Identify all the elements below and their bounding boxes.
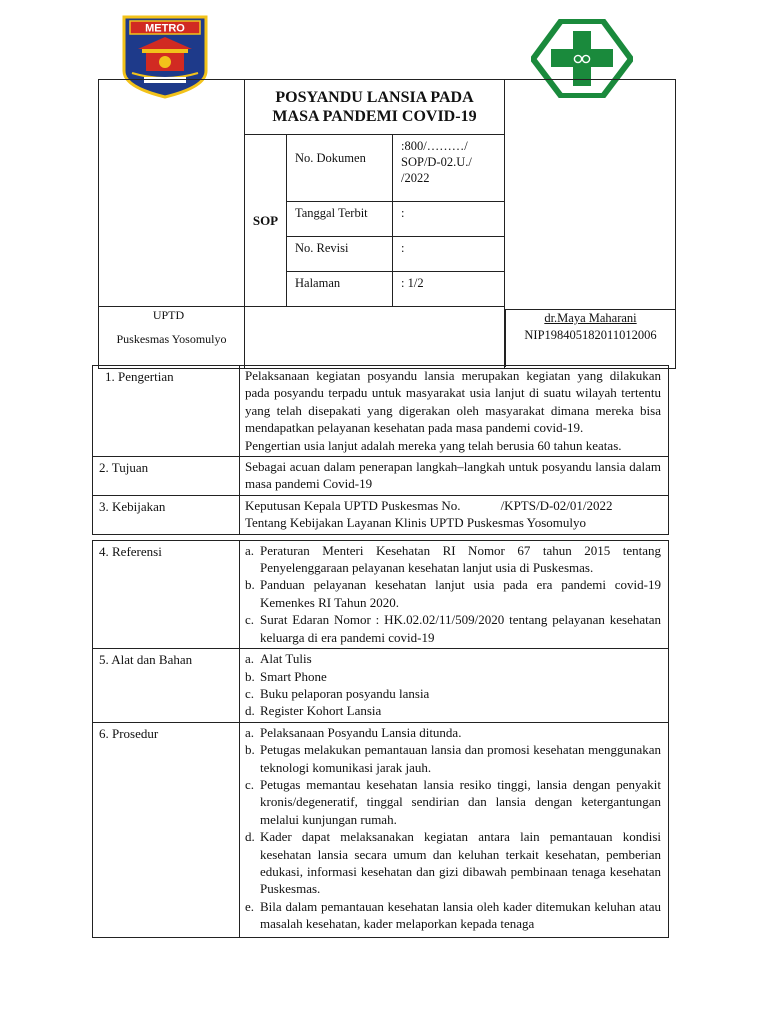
- no-revisi-value: :: [393, 237, 505, 272]
- row-tujuan: [93, 457, 669, 496]
- list-item: b. Panduan pelayanan kesehatan lanjut usia pada era pandemi covid-19 Kemenkes RI Tahun 2020.: [245, 577, 661, 610]
- list-item: a. Alat Tulis: [245, 651, 312, 667]
- row-alat-bahan: [93, 649, 669, 723]
- list-item: b. Petugas melakukan pemantauan lansia dan promosi kesehatan menggunakan teknologi komunikasi jarak jauh.: [245, 742, 661, 775]
- section-content: [240, 366, 669, 457]
- list-item: c. Buku pelaporan posyandu lansia: [245, 685, 430, 701]
- document-title: POSYANDU LANSIA PADA MASA PANDEMI COVID-19: [245, 80, 505, 135]
- tanggal-terbit-value: :: [393, 202, 505, 237]
- sop-body-table: [92, 365, 669, 938]
- signer-nip: NIP198405182011012006: [524, 328, 657, 342]
- no-revisi-label: No. Revisi: [287, 237, 393, 272]
- list-item: e. Bila dalam pemantauan kesehatan lansia oleh kader ditemukan keluhan atau masalah kesehatan, kader melaporkan kepada tenaga: [245, 898, 661, 932]
- no-dokumen-value: :800/………/ SOP/D-02.U./ /2022: [393, 135, 505, 202]
- section-content: [240, 495, 669, 534]
- list-item: d. Kader dapat melaksanakan kegiatan antara lain pemantauan kondisi kesehatan lansia secara umum dan keluhan terkait kesehatan, pemberian edukasi, informasi kesehatan dan gizi dibawah pembinaan tenaga kesehatan Puskesmas.: [245, 829, 661, 897]
- list-item: b. Smart Phone: [245, 668, 327, 684]
- list-item: a. Peraturan Menteri Kesehatan RI Nomor 67 tahun 2015 tentang Penyelenggaraan pelayanan kesehatan lanjut usia di Puskesmas.: [245, 542, 661, 576]
- halaman-label: Halaman: [287, 272, 393, 307]
- section-label: 6. Prosedur: [93, 722, 240, 937]
- row-referensi: [93, 540, 669, 648]
- org-uptd: UPTD: [152, 308, 185, 322]
- list-item: d. Register Kohort Lansia: [245, 703, 382, 719]
- pengertian-paragraph: Pelaksanaan kegiatan posyandu lansia merupakan kegiatan yang dilakukan pada posyandu terpadu untuk masyarakat usia lanjut di suatu wilayah tertentu yang telah disepakati yang digerakan oleh masyarakat dimana mereka bisa mendapatkan pelayanan kesehatan pada masa pandemi covid-19.: [245, 368, 661, 436]
- section-content: [240, 722, 669, 937]
- section-label: 5. Alat dan Bahan: [93, 649, 240, 723]
- list-item: c. Surat Edaran Nomor : HK.02.02/11/509/2020 tentang pelayanan kesehatan keluarga di era pandemi covid-19: [245, 612, 661, 645]
- section-content: [240, 649, 669, 723]
- prosedur-list: [245, 724, 661, 933]
- list-item: a. Pelaksanaan Posyandu Lansia ditunda.: [245, 724, 462, 740]
- referensi-list: [245, 542, 661, 646]
- org-puskesmas: Puskesmas Yosomulyo: [116, 332, 227, 346]
- metro-crest-text: METRO: [145, 22, 185, 35]
- row-pengertian: [93, 366, 669, 457]
- row-kebijakan: [93, 495, 669, 534]
- pengertian-paragraph: Pengertian usia lanjut adalah mereka yang telah berusia 60 tahun keatas.: [245, 437, 622, 453]
- list-item: c. Petugas memantau kesehatan lansia resiko tinggi, lansia dengan penyakit kronis/degeneratif, tinggal sendirian dan lansia dengan ketergantungan melalui kunjungan rumah.: [245, 776, 661, 827]
- row-prosedur: [93, 722, 669, 937]
- tanggal-terbit-label: Tanggal Terbit: [287, 202, 393, 237]
- kebijakan-decree-number: /KPTS/D-02/01/2022: [500, 497, 613, 513]
- section-label: 2. Tujuan: [93, 457, 240, 496]
- signer-name: dr.Maya Maharani: [544, 311, 637, 325]
- section-label: 4. Referensi: [93, 540, 240, 648]
- kebijakan-subject: Tentang Kebijakan Layanan Klinis UPTD Puskesmas Yosomulyo: [245, 515, 587, 531]
- kebijakan-decree: Keputusan Kepala UPTD Puskesmas No.: [245, 497, 461, 513]
- stamp-cell: [245, 307, 505, 369]
- section-label: 1. Pengertian: [93, 366, 240, 457]
- section-content: [240, 540, 669, 648]
- alat-list: [245, 650, 661, 720]
- signatory-block: [505, 309, 675, 367]
- sop-label: SOP: [245, 135, 287, 307]
- section-label: 3. Kebijakan: [93, 495, 240, 534]
- organization-block: [99, 307, 244, 367]
- section-content: Sebagai acuan dalam penerapan langkah–langkah untuk posyandu lansia dalam masa pandemi Covid-19: [240, 457, 669, 496]
- no-dokumen-label: No. Dokumen: [287, 135, 393, 202]
- halaman-value: : 1/2: [393, 272, 505, 307]
